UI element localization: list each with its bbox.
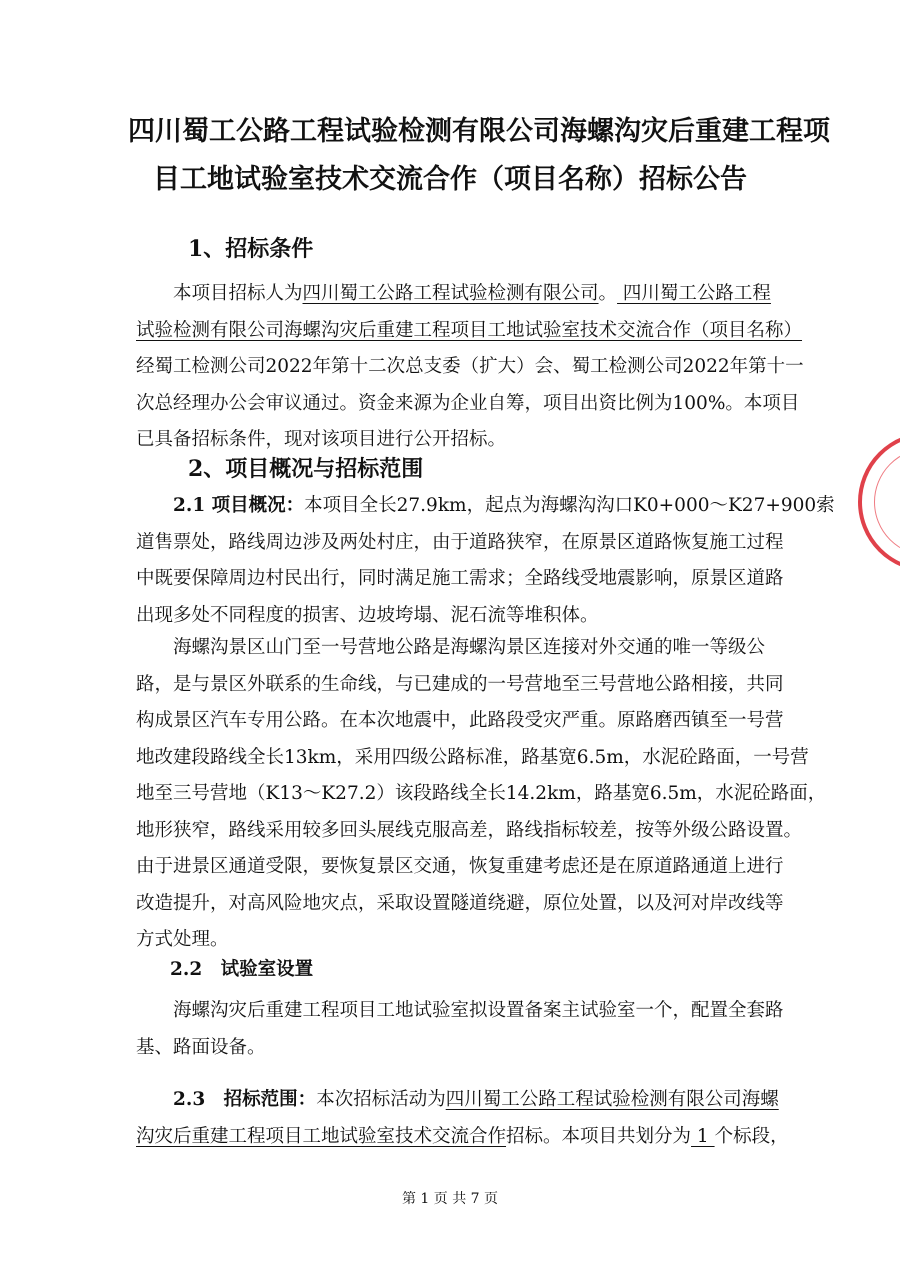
section-1-paragraph xyxy=(136,276,804,459)
paragraph-line: 改造提升，对高风险地灾点，采取设置隧道绕避，原位处置，以及河对岸改线等 xyxy=(136,892,784,914)
paragraph-line: 地形狭窄，路线采用较多回头展线克服高差，路线指标较差，按等外级公路设置。 xyxy=(136,819,803,841)
paragraph-line: 经蜀工检测公司2022年第十二次总支委（扩大）会、蜀工检测公司2022年第十一 xyxy=(136,356,804,377)
tender-scope-paragraph xyxy=(136,1082,789,1155)
paragraph-line: 出现多处不同程度的损害、边坡垮塌、泥石流等堆积体。 xyxy=(136,604,599,626)
paragraph-line: 海螺沟景区山门至一号营地公路是海螺沟景区连接对外交通的唯一等级公 xyxy=(173,637,766,658)
paragraph-line: 已具备招标条件，现对该项目进行公开招标。 xyxy=(136,429,507,450)
company-seal-stamp xyxy=(858,432,900,572)
scope-project-name-2: 沟灾后重建工程项目工地试验室技术交流合作 xyxy=(136,1125,507,1147)
paragraph-line: 地至三号营地（K13～K27.2）该段路线全长14.2km，路基宽6.5m，水泥砼路面， xyxy=(136,783,827,804)
tenderer-name: 四川蜀工公路工程试验检测有限公司 xyxy=(302,283,599,304)
road-description-paragraph xyxy=(136,630,827,959)
section-2-heading: 2、项目概况与招标范围 xyxy=(188,456,424,482)
title-line-1: 四川蜀工公路工程试验检测有限公司海螺沟灾后重建工程项 xyxy=(128,116,830,147)
paragraph-line: 沟灾后重建工程项目工地试验室技术交流合作招标。本项目共划分为 1 个标段， xyxy=(136,1125,789,1147)
lab-setup-paragraph xyxy=(136,993,784,1066)
page-number: 第 1 页 共 7 页 xyxy=(401,1191,499,1207)
lab-setup-heading: 2.2 试验室设置 xyxy=(170,959,314,980)
paragraph-line: 海螺沟灾后重建工程项目工地试验室拟设置备案主试验室一个，配置全套路 xyxy=(173,1000,784,1021)
paragraph-line: 地改建段路线全长13km，采用四级公路标准，路基宽6.5m，水泥砼路面，一号营 xyxy=(136,746,809,768)
paragraph-line: 本项目招标人为四川蜀工公路工程试验检测有限公司。 四川蜀工公路工程 xyxy=(173,283,771,304)
scope-project-name-1: 四川蜀工公路工程试验检测有限公司海螺 xyxy=(445,1089,779,1110)
project-overview-paragraph xyxy=(136,488,835,634)
project-name-part-2: 试验检测有限公司海螺沟灾后重建工程项目工地试验室技术交流合作（项目名称） xyxy=(136,319,803,341)
scope-label: 2.3 招标范围： xyxy=(173,1089,317,1110)
paragraph-line: 路，是与景区外联系的生命线，与已建成的一号营地至三号营地公路相接，共同 xyxy=(136,673,784,695)
paragraph-line: 中既要保障周边村民出行，同时满足施工需求；全路线受地震影响，原景区道路 xyxy=(136,568,784,589)
project-name-part-1: 四川蜀工公路工程 xyxy=(617,283,771,304)
lot-count: 1 xyxy=(691,1125,715,1147)
paragraph-line: 道售票处，路线周边涉及两处村庄，由于道路狭窄，在原景区道路恢复施工过程 xyxy=(136,531,784,553)
document-title xyxy=(128,108,830,204)
overview-label: 2.1 项目概况： xyxy=(173,495,305,516)
paragraph-line: 2.1 项目概况：本项目全长27.9km，起点为海螺沟沟口K0+000～K27+900索 xyxy=(173,495,835,516)
paragraph-line: 基、路面设备。 xyxy=(136,1036,266,1058)
paragraph-line: 构成景区汽车专用公路。在本次地震中，此路段受灾严重。原路磨西镇至一号营 xyxy=(136,710,784,731)
title-line-2: 目工地试验室技术交流合作（项目名称）招标公告 xyxy=(153,164,747,195)
paragraph-line: 由于进景区通道受限，要恢复景区交通，恢复重建考虑还是在原道路通道上进行 xyxy=(136,856,784,877)
paragraph-line: 次总经理办公会审议通过。资金来源为企业自筹，项目出资比例为100%。本项目 xyxy=(136,392,800,414)
paragraph-line: 2.3 招标范围：本次招标活动为四川蜀工公路工程试验检测有限公司海螺 xyxy=(173,1089,779,1110)
section-1-heading: 1、招标条件 xyxy=(188,236,314,262)
paragraph-line: 方式处理。 xyxy=(136,929,229,950)
